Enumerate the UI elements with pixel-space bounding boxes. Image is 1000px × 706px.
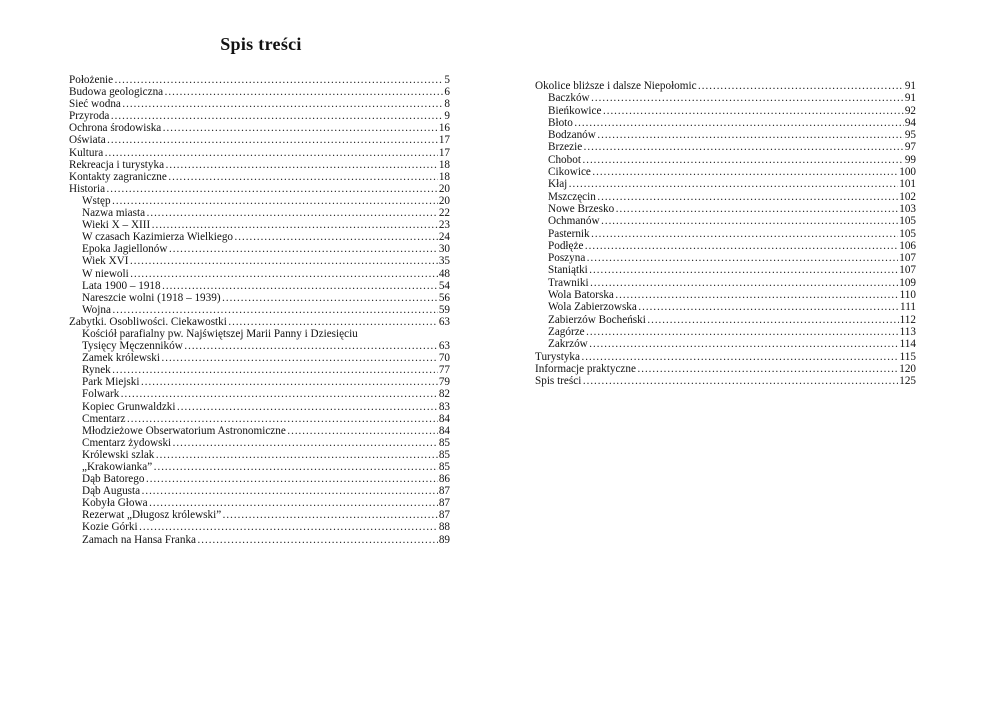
toc-entry — [69, 98, 450, 110]
toc-entry-title: Wola Batorska — [548, 289, 614, 302]
toc-entry-title: W niewoli — [82, 267, 129, 280]
toc-entry-title: Brzezie — [548, 141, 583, 154]
toc-page-number: 94 — [904, 116, 916, 129]
toc-page-number: 91 — [904, 80, 916, 92]
toc-entry-title: Zamach na Hansa Franka — [82, 533, 196, 546]
toc-entry-title: Nareszcie wolni (1918 – 1939) — [82, 291, 221, 304]
toc-entry-title: Staniątki — [548, 264, 588, 277]
toc-leader-dots — [106, 183, 438, 195]
toc-leader-dots — [581, 351, 899, 363]
toc-page-number: 97 — [904, 141, 916, 154]
toc-leader-dots — [638, 301, 899, 313]
toc-entry — [69, 280, 450, 292]
toc-entry-title: Rynek — [82, 364, 111, 377]
toc-page-number: 106 — [899, 239, 916, 252]
toc-page-number: 63 — [438, 340, 450, 353]
toc-leader-dots — [222, 292, 438, 304]
toc-entry — [535, 129, 916, 141]
toc-entry — [69, 401, 450, 413]
toc-entry — [69, 534, 450, 546]
toc-entry-title: Mszczęcin — [548, 190, 596, 203]
toc-entry-title: Kopiec Grunwaldzki — [82, 400, 176, 413]
toc-leader-dots — [130, 268, 438, 280]
toc-entry-title: Zagórze — [548, 325, 585, 338]
toc-leader-dots — [197, 534, 438, 546]
toc-entry — [69, 388, 450, 400]
toc-page-number: 83 — [438, 400, 450, 413]
toc-leader-dots — [139, 521, 438, 533]
toc-entry — [69, 183, 450, 195]
toc-page-number: 88 — [438, 521, 450, 534]
toc-page-number: 77 — [438, 364, 450, 377]
toc-entry — [535, 178, 916, 190]
toc-page-number: 103 — [899, 202, 916, 215]
toc-entry-title: Okolice bliższe i dalsze Niepołomic — [535, 80, 697, 92]
toc-leader-dots — [165, 159, 438, 171]
toc-leader-dots — [586, 252, 898, 264]
toc-leader-dots — [177, 401, 438, 413]
toc-page-number: 63 — [438, 315, 450, 328]
toc-entry — [69, 110, 450, 122]
toc-entry — [69, 159, 450, 171]
toc-leader-dots — [582, 375, 898, 387]
toc-leader-dots — [590, 277, 899, 289]
toc-page-number: 6 — [444, 86, 450, 99]
toc-page-number: 100 — [899, 166, 916, 179]
toc-leader-dots — [151, 219, 438, 231]
toc-entry-title: Tysięcy Męczenników — [82, 340, 183, 353]
toc-leader-dots — [145, 473, 437, 485]
toc-entry — [535, 240, 916, 252]
toc-page-number: 86 — [438, 473, 450, 486]
toc-page-number: 82 — [438, 388, 450, 401]
toc-leader-dots — [129, 255, 437, 267]
toc-entry-title: Królewski szlak — [82, 448, 155, 461]
toc-leader-dots — [591, 92, 904, 104]
toc-entry — [69, 171, 450, 183]
toc-leader-dots — [107, 134, 438, 146]
toc-entry-title: Turystyka — [535, 350, 580, 363]
toc-leader-dots — [574, 117, 904, 129]
toc-entry-title: Bodzanów — [548, 129, 596, 142]
toc-leader-dots — [589, 264, 898, 276]
toc-leader-dots — [120, 388, 438, 400]
toc-leader-dots — [141, 376, 438, 388]
page-title: Spis treści — [220, 34, 302, 54]
toc-entry-title: Cmentarz — [82, 412, 126, 425]
toc-page-number: 35 — [438, 255, 450, 268]
toc-entry — [69, 268, 450, 280]
toc-leader-dots — [597, 129, 904, 141]
toc-leader-dots — [586, 326, 899, 338]
toc-entry-title: Pasternik — [548, 227, 590, 240]
toc-leader-dots — [104, 147, 438, 159]
toc-entry — [69, 340, 450, 352]
toc-entry — [69, 195, 450, 207]
toc-leader-dots — [114, 74, 443, 86]
toc-entry — [535, 314, 916, 326]
toc-page-number: 30 — [438, 243, 450, 256]
toc-right-column — [535, 80, 916, 387]
toc-page-number: 70 — [438, 352, 450, 365]
toc-leader-dots — [168, 171, 438, 183]
toc-entry-title: Kontakty zagraniczne — [69, 170, 167, 183]
toc-entry — [69, 316, 450, 328]
toc-page-number: 24 — [438, 231, 450, 244]
toc-leader-dots — [637, 363, 898, 375]
toc-leader-dots — [112, 364, 438, 376]
toc-page-number: 99 — [904, 153, 916, 166]
toc-entry-title: Wstęp — [82, 194, 111, 207]
toc-leader-dots — [583, 141, 904, 153]
toc-entry — [69, 207, 450, 219]
toc-leader-dots — [234, 231, 438, 243]
toc-entry — [69, 86, 450, 98]
toc-entry — [535, 264, 916, 276]
toc-entry — [535, 203, 916, 215]
toc-leader-dots — [592, 166, 898, 178]
toc-entry-title: W czasach Kazimierza Wielkiego — [82, 231, 234, 244]
toc-entry-title: Błoto — [548, 116, 573, 129]
toc-entry — [535, 351, 916, 363]
toc-entry — [535, 141, 916, 153]
toc-entry — [535, 326, 916, 338]
toc-leader-dots — [162, 122, 438, 134]
toc-entry — [69, 134, 450, 146]
toc-page-number: 110 — [899, 289, 916, 302]
toc-entry — [535, 375, 916, 387]
toc-page-number: 120 — [899, 362, 916, 375]
toc-leader-dots — [112, 195, 438, 207]
toc-leader-dots — [698, 80, 904, 92]
toc-entry — [69, 304, 450, 316]
toc-page-number: 9 — [444, 110, 450, 123]
toc-page-number: 109 — [899, 276, 916, 289]
toc-entry-title: Lata 1900 – 1918 — [82, 279, 161, 292]
toc-leader-dots — [162, 280, 438, 292]
toc-leader-dots — [287, 425, 438, 437]
toc-entry-title: Wojna — [82, 303, 111, 316]
toc-entry — [535, 228, 916, 240]
toc-entry-title: Zakrzów — [548, 338, 588, 351]
toc-entry-title: Wiek XVI — [82, 255, 129, 268]
toc-entry-title: Folwark — [82, 388, 120, 401]
toc-entry-title: Wieki X – XIII — [82, 219, 151, 232]
toc-page-number: 48 — [438, 267, 450, 280]
toc-entry-title: Epoka Jagiellonów — [82, 243, 168, 256]
toc-entry — [535, 80, 916, 92]
toc-page-number: 111 — [900, 301, 916, 314]
toc-entry-title: Budowa geologiczna — [69, 86, 164, 99]
toc-leader-dots — [110, 110, 443, 122]
toc-entry-title: Młodzieżowe Obserwatorium Astronomiczne — [82, 424, 286, 437]
toc-leader-dots — [597, 191, 898, 203]
toc-leader-dots — [222, 509, 438, 521]
toc-entry — [69, 461, 450, 473]
toc-entry-title: Baczków — [548, 92, 590, 105]
toc-entry-title: Sieć wodna — [69, 98, 121, 111]
toc-entry — [535, 154, 916, 166]
toc-entry — [69, 231, 450, 243]
toc-entry — [69, 255, 450, 267]
toc-page-number: 92 — [904, 104, 916, 117]
toc-page-number: 105 — [899, 227, 916, 240]
toc-page-number: 85 — [438, 436, 450, 449]
toc-entry — [69, 509, 450, 521]
toc-entry-title: Informacje praktyczne — [535, 362, 636, 375]
toc-leader-dots — [601, 215, 899, 227]
toc-entry — [69, 485, 450, 497]
toc-leader-dots — [146, 207, 438, 219]
toc-entry-title: Dąb Batorego — [82, 473, 145, 486]
toc-page-number: 84 — [438, 424, 450, 437]
toc-entry-title: Ochmanów — [548, 215, 600, 228]
toc-entry-title: „Krakowianka” — [82, 461, 153, 473]
toc-leader-dots — [122, 98, 444, 110]
toc-leader-dots — [591, 228, 899, 240]
toc-page-number: 16 — [438, 122, 450, 135]
toc-entry — [69, 328, 450, 340]
toc-entry-title: Podłęże — [548, 239, 584, 252]
toc-page-number: 107 — [899, 252, 916, 265]
toc-entry-title: Cikowice — [548, 166, 591, 179]
toc-page-number: 84 — [438, 412, 450, 425]
toc-page-number: 56 — [438, 291, 450, 304]
toc-entry-title: Historia — [69, 182, 106, 195]
toc-leader-dots — [155, 449, 437, 461]
toc-page-number: 5 — [444, 74, 450, 86]
toc-page-number: 18 — [438, 170, 450, 183]
toc-page-number: 102 — [899, 190, 916, 203]
toc-page-number: 79 — [438, 376, 450, 389]
toc-entry — [69, 364, 450, 376]
toc-entry-title: Park Miejski — [82, 376, 140, 389]
toc-entry — [69, 437, 450, 449]
toc-entry — [535, 301, 916, 313]
toc-page-number: 85 — [438, 461, 450, 473]
toc-page-number: 91 — [904, 92, 916, 105]
toc-entry — [69, 122, 450, 134]
toc-entry — [69, 473, 450, 485]
toc-page-number: 22 — [438, 207, 450, 220]
toc-entry — [69, 74, 450, 86]
toc-leader-dots — [615, 203, 898, 215]
toc-entry — [69, 292, 450, 304]
toc-page-number: 112 — [899, 313, 916, 326]
toc-entry — [535, 289, 916, 301]
toc-page-number: 125 — [899, 375, 916, 388]
toc-entry-title: Zamek królewski — [82, 352, 160, 365]
toc-entry — [535, 92, 916, 104]
toc-page-number: 85 — [438, 448, 450, 461]
toc-page-number: 20 — [438, 194, 450, 207]
toc-entry-title: Kobyła Głowa — [82, 497, 148, 510]
toc-page-number: 59 — [438, 303, 450, 316]
toc-entry — [535, 105, 916, 117]
toc-page-number: 87 — [438, 485, 450, 498]
toc-leader-dots — [582, 154, 904, 166]
toc-leader-dots — [168, 243, 437, 255]
toc-entry — [535, 252, 916, 264]
toc-entry — [69, 352, 450, 364]
toc-leader-dots — [141, 485, 438, 497]
toc-page-number: 107 — [899, 264, 916, 277]
toc-leader-dots — [164, 86, 443, 98]
toc-entry-title: Przyroda — [69, 110, 110, 123]
toc-leader-dots — [112, 304, 438, 316]
toc-entry-title: Bieńkowice — [548, 104, 602, 117]
toc-leader-dots — [172, 437, 438, 449]
toc-page-number: 89 — [438, 533, 450, 546]
toc-leader-dots — [584, 240, 898, 252]
toc-page-number: 17 — [438, 146, 450, 159]
toc-entry-title: Dąb Augusta — [82, 485, 141, 498]
toc-leader-dots — [228, 316, 438, 328]
toc-entry — [535, 277, 916, 289]
toc-page-number: 114 — [899, 338, 916, 351]
toc-page-number: 87 — [438, 497, 450, 510]
toc-entry-title: Rezerwat „Długosz królewski” — [82, 509, 222, 522]
toc-leader-dots — [589, 338, 899, 350]
toc-entry — [69, 219, 450, 231]
toc-leader-dots — [647, 314, 899, 326]
toc-page-number: 17 — [438, 134, 450, 147]
toc-leader-dots — [602, 105, 903, 117]
toc-leader-dots — [161, 352, 438, 364]
toc-entry-title: Kozie Górki — [82, 521, 138, 534]
toc-entry-title: Ochrona środowiska — [69, 122, 162, 135]
toc-entry-title: Nowe Brzesko — [548, 202, 615, 215]
toc-entry — [69, 243, 450, 255]
toc-entry-title: Rekreacja i turystyka — [69, 158, 165, 171]
toc-leader-dots — [127, 413, 438, 425]
toc-entry-title: Poszyna — [548, 252, 586, 265]
toc-page-number: 54 — [438, 279, 450, 292]
toc-entry-title: Cmentarz żydowski — [82, 436, 172, 449]
toc-left-column — [69, 74, 450, 546]
toc-entry-title: Zabytki. Osobliwości. Ciekawostki — [69, 315, 227, 328]
toc-page-number: 8 — [444, 98, 450, 111]
toc-entry — [535, 117, 916, 129]
toc-entry-title: Kłaj — [548, 178, 568, 191]
toc-page-number: 87 — [438, 509, 450, 522]
toc-leader-dots — [149, 497, 438, 509]
toc-entry — [535, 338, 916, 350]
toc-entry — [535, 363, 916, 375]
toc-entry — [69, 497, 450, 509]
toc-entry-title: Położenie — [69, 74, 114, 86]
toc-entry — [69, 376, 450, 388]
toc-entry — [69, 425, 450, 437]
toc-entry-title: Kultura — [69, 146, 104, 159]
toc-page-number: 20 — [438, 182, 450, 195]
toc-entry-title: Wola Zabierzowska — [548, 301, 637, 314]
toc-entry-title: Trawniki — [548, 276, 589, 289]
toc-page-number: 113 — [899, 325, 916, 338]
toc-entry-title: Spis treści — [535, 375, 582, 388]
toc-entry-title: Zabierzów Bocheński — [548, 313, 646, 326]
toc-entry — [69, 413, 450, 425]
toc-page-number: 18 — [438, 158, 450, 171]
toc-page-number: 95 — [904, 129, 916, 142]
toc-page-number: 105 — [899, 215, 916, 228]
toc-page-number: 23 — [438, 219, 450, 232]
toc-page-number: 115 — [899, 350, 916, 363]
toc-entry-title: Chobot — [548, 153, 581, 166]
toc-leader-dots — [184, 340, 438, 352]
toc-entry — [535, 166, 916, 178]
toc-leader-dots — [568, 178, 898, 190]
toc-entry-title: Oświata — [69, 134, 106, 147]
toc-entry — [69, 449, 450, 461]
toc-entry-title: Kościół parafialny pw. Najświętszej Marii Panny i Dziesięciu — [82, 327, 358, 340]
toc-entry — [69, 521, 450, 533]
toc-entry-title: Nazwa miasta — [82, 207, 146, 220]
toc-entry — [69, 147, 450, 159]
toc-page-number: 101 — [899, 178, 916, 191]
toc-leader-dots — [615, 289, 899, 301]
toc-leader-dots — [153, 461, 438, 473]
toc-entry — [535, 215, 916, 227]
toc-entry — [535, 191, 916, 203]
